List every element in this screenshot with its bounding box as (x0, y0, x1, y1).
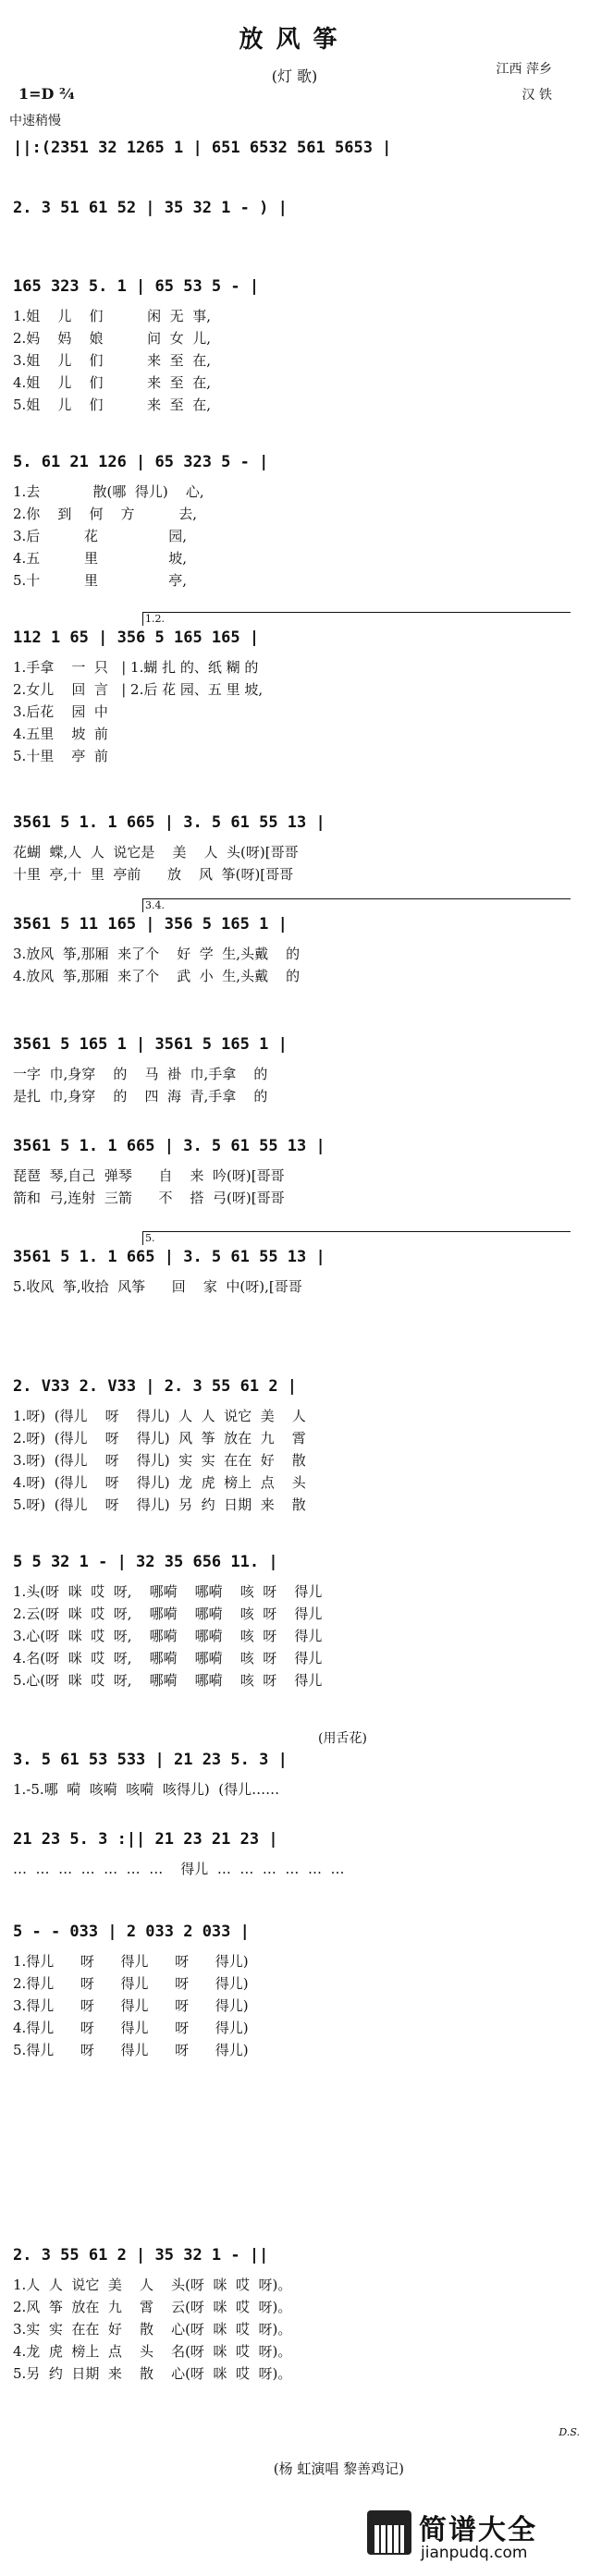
score-system (13, 1553, 577, 1691)
notation-line: 3561 5 1. 1 665 | 3. 5 61 55 13 | (13, 1137, 325, 1155)
notation-line: 3561 5 1. 1 665 | 3. 5 61 55 13 | (13, 813, 325, 832)
notation-line: 2. V33 2. V33 | 2. 3 55 61 2 | (13, 1377, 298, 1396)
lyric-line: 2.妈 妈 娘 问 女 儿, (13, 330, 211, 347)
lyric-line: 5.收风 筝,收拾 风筝 回 家 中(呀),[哥哥 (13, 1278, 302, 1295)
lyric-line: 4.放风 筝,那厢 来了个 武 小 生,头戴 的 (13, 968, 301, 984)
lyric-line: 1.手拿 一 只 | 1.蝴 扎 的、纸 糊 的 (13, 659, 259, 676)
notation-line: 5 5 32 1 - | 32 35 656 11. | (13, 1553, 278, 1571)
site-logo (367, 2505, 580, 2570)
lyric-line: 5.心(呀 咪 哎 呀, 哪嗬 哪嗬 咳 呀 得儿 (13, 1672, 323, 1689)
score-system (13, 1377, 577, 1516)
score-system (13, 899, 577, 987)
lyric-line: 5.十 里 亭, (13, 572, 188, 589)
notation-line: 5 - - 033 | 2 033 2 033 | (13, 1923, 250, 1941)
score-system (13, 139, 577, 166)
lyric-line: 十里 亭,十 里 亭前 放 风 筝(呀)[哥哥 (13, 866, 294, 883)
score-system (13, 1232, 577, 1298)
song-title: 放风筝 (239, 26, 350, 54)
notation-line: 2. 3 55 61 2 | 35 32 1 - || (13, 2246, 269, 2265)
lyric-line: 5.姐 儿 们 来 至 在, (13, 397, 211, 413)
volta-bracket: 3.4. (142, 898, 571, 912)
key-signature: 1=D ²⁄₄ (18, 85, 75, 103)
volta-bracket: 5. (142, 1231, 571, 1245)
lyric-line: 4.五 里 坡, (13, 550, 188, 567)
logo-url: jianpudq.com (421, 2544, 528, 2562)
notation-line: 3561 5 11 165 | 356 5 165 1 | (13, 915, 288, 934)
score-system (13, 1035, 577, 1107)
lyric-line: 3.放风 筝,那厢 来了个 好 学 生,头戴 的 (13, 946, 301, 962)
lyric-line: 5.另 约 日期 来 散 心(呀 咪 哎 呀)。 (13, 2365, 292, 2382)
lyric-line: 箭和 弓,连射 三箭 不 搭 弓(呀)[哥哥 (13, 1190, 285, 1206)
lyric-line: 5.十里 亭 前 (13, 748, 108, 764)
notation-line: 3561 5 165 1 | 3561 5 165 1 | (13, 1035, 288, 1054)
lyric-line: 3.得儿 呀 得儿 呀 得儿) (13, 1997, 249, 2014)
score-system (13, 1830, 577, 1880)
song-subtitle: (灯 歌) (271, 67, 318, 85)
notation-line: ||:(2351 32 1265 1 | 651 6532 561 5653 | (13, 139, 392, 157)
lyric-line: 5.呀) (得儿 呀 得儿) 另 约 日期 来 散 (13, 1496, 306, 1513)
lyric-line: 1.头(呀 咪 哎 呀, 哪嗬 哪嗬 咳 呀 得儿 (13, 1583, 323, 1600)
lyric-line: … … … … … … … 得儿 … … … … … … (13, 1861, 345, 1877)
lyric-line: 3.心(呀 咪 哎 呀, 哪嗬 哪嗬 咳 呀 得儿 (13, 1628, 323, 1644)
lyric-line: 4.呀) (得儿 呀 得儿) 龙 虎 榜上 点 头 (13, 1474, 306, 1491)
lyric-line: 琵琶 琴,自己 弹琴 自 来 吟(呀)[哥哥 (13, 1167, 285, 1184)
score-system (13, 1728, 577, 1801)
lyric-line: 4.五里 坡 前 (13, 726, 108, 742)
lyric-line: 2.你 到 何 方 去, (13, 506, 197, 522)
notation-line: 21 23 5. 3 :|| 21 23 21 23 | (13, 1830, 278, 1849)
score-system (13, 813, 577, 885)
score-system (13, 2246, 577, 2385)
lyric-line: 3.呀) (得儿 呀 得儿) 实 实 在在 好 散 (13, 1452, 306, 1469)
score-system (13, 277, 577, 416)
lyric-line: 2.得儿 呀 得儿 呀 得儿) (13, 1975, 249, 1992)
credit-region: 江西 萍乡 (496, 62, 552, 77)
lyric-line: 2.风 筝 放在 九 霄 云(呀 咪 哎 呀)。 (13, 2299, 292, 2315)
score-system (13, 453, 577, 592)
ds-mark: D.S. (558, 2426, 580, 2438)
performance-note: (用舌花) (318, 1731, 367, 1746)
notation-line: 3. 5 61 53 533 | 21 23 5. 3 | (13, 1751, 288, 1769)
lyric-line: 1.-5.哪 嗬 咳嗬 咳嗬 咳得儿) (得儿…… (13, 1781, 280, 1798)
notation-line: 5. 61 21 126 | 65 323 5 - | (13, 453, 269, 471)
lyric-line: 3.姐 儿 们 来 至 在, (13, 352, 211, 369)
logo-text: 简谱大全 (419, 2514, 537, 2546)
lyric-line: 3.实 实 在在 好 散 心(呀 咪 哎 呀)。 (13, 2321, 292, 2338)
lyric-line: 一字 巾,身穿 的 马 褂 巾,手拿 的 (13, 1066, 268, 1082)
tempo-marking: 中速稍慢 (9, 114, 61, 128)
notation-line: 112 1 65 | 356 5 165 165 | (13, 629, 260, 647)
lyric-line: 4.名(呀 咪 哎 呀, 哪嗬 哪嗬 咳 呀 得儿 (13, 1650, 323, 1666)
volta-bracket: 1.2. (142, 612, 571, 626)
lyric-line: 1.呀) (得儿 呀 得儿) 人 人 说它 美 人 (13, 1408, 306, 1424)
notation-line: 3561 5 1. 1 665 | 3. 5 61 55 13 | (13, 1248, 325, 1266)
notation-line: 2. 3 51 61 52 | 35 32 1 - ) | (13, 199, 288, 217)
lyric-line: 2.云(呀 咪 哎 呀, 哪嗬 哪嗬 咳 呀 得儿 (13, 1605, 323, 1622)
lyric-line: 1.人 人 说它 美 人 头(呀 咪 哎 呀)。 (13, 2277, 292, 2293)
score-system (13, 1137, 577, 1209)
lyric-line: 4.姐 儿 们 来 至 在, (13, 374, 211, 391)
lyric-line: 5.得儿 呀 得儿 呀 得儿) (13, 2042, 249, 2058)
credit-role: 汉 铁 (522, 88, 552, 103)
lyric-line: 4.得儿 呀 得儿 呀 得儿) (13, 2020, 249, 2036)
lyric-line: 3.后花 园 中 (13, 703, 108, 720)
lyric-line: 1.得儿 呀 得儿 呀 得儿) (13, 1953, 249, 1970)
lyric-line: 4.龙 虎 榜上 点 头 名(呀 咪 哎 呀)。 (13, 2343, 292, 2360)
lyric-line: 是扎 巾,身穿 的 四 海 青,手拿 的 (13, 1088, 268, 1105)
lyric-line: 1.姐 儿 们 闲 无 事, (13, 308, 211, 324)
notation-line: 165 323 5. 1 | 65 53 5 - | (13, 277, 260, 296)
lyric-line: 花蝴 蝶,人 人 说它是 美 人 头(呀)[哥哥 (13, 844, 299, 861)
score-system (13, 1923, 577, 2061)
lyric-line: 2.呀) (得儿 呀 得儿) 风 筝 放在 九 霄 (13, 1430, 306, 1447)
lyric-line: 1.去 散(哪 得儿) 心, (13, 483, 204, 500)
lyric-line: 2.女儿 回 言 | 2.后 花 园、五 里 坡, (13, 681, 264, 698)
score-system (13, 613, 577, 767)
piano-icon (367, 2510, 411, 2555)
score-system (13, 199, 577, 226)
performer-credit: (杨 虹演唱 黎善鸡记) (273, 2460, 404, 2477)
lyric-line: 3.后 花 园, (13, 528, 188, 544)
